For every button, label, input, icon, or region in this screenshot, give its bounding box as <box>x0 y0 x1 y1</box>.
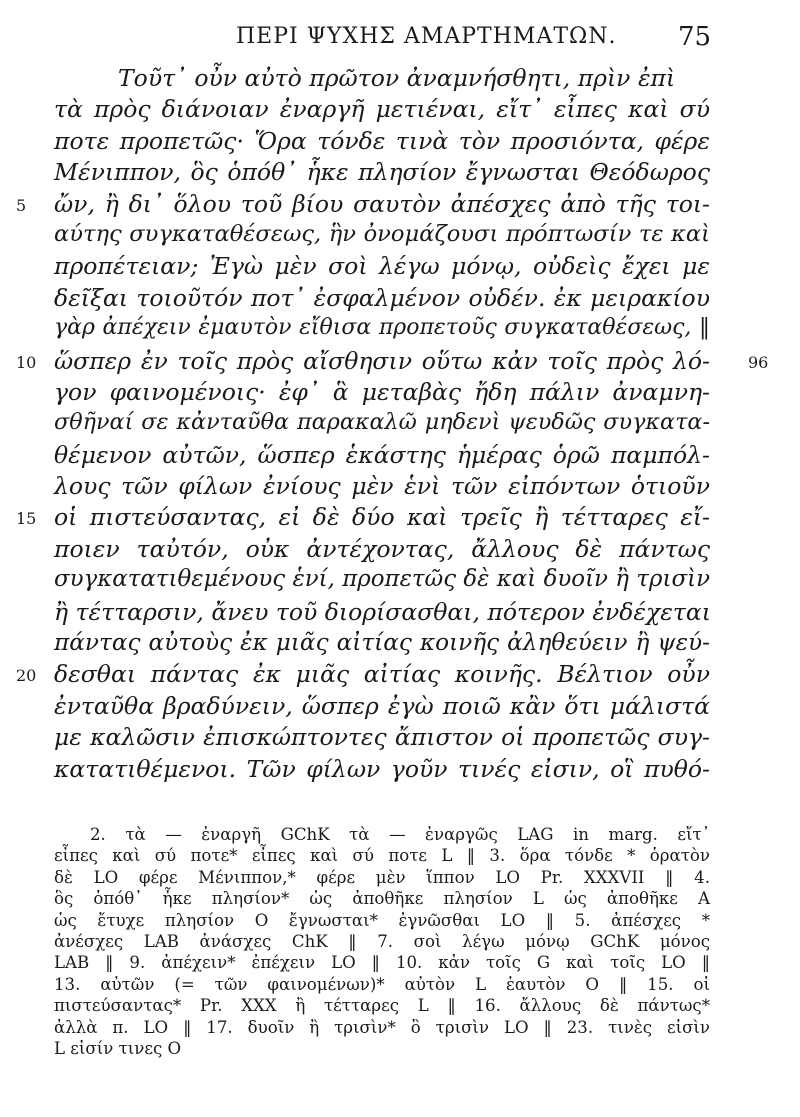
text-line <box>0 658 800 689</box>
text-line <box>0 627 800 658</box>
running-title: ΠΕΡΙ ΨΥΧΗΣ ΑΜΑΡΤΗΜΑΤΩΝ. <box>236 24 617 49</box>
line-text: κατατιθέμενοι. Τῶν φίλων γοῦν τινές εἰσιν, οἳ πυθό- <box>54 754 710 783</box>
line-text: συγκατατιθεμένους ἑνί, προπετῶς δὲ καὶ δυοῖν ἢ τρισὶν <box>54 566 710 593</box>
line-text: θέμενον αὐτῶν, ὥσπερ ἑκάστης ἡμέρας ὁρῶ παμπόλ- <box>54 440 710 469</box>
note-line <box>0 1039 800 1060</box>
text-line <box>0 313 800 344</box>
running-header <box>0 22 800 62</box>
line-text: οἱ πιστεύσαντας, εἰ δὲ δύο καὶ τρεῖς ἢ τέτταρες εἴ- <box>54 503 710 532</box>
text-line <box>0 721 800 752</box>
line-text: ἢ τέτταρσιν, ἄνευ τοῦ διορίσασθαι, πότερον ἐνδέχεται <box>54 597 711 626</box>
note-text: LAB ‖ 9. ἀπέχειν* ἐπέχειν LO ‖ 10. κἀν τοῖς G καὶ τοῖς LO ‖ <box>54 953 710 973</box>
note-text: ἀνέσχες LAB ἀνάσχες ChK ‖ 7. σοὶ λέγω μόνῳ GChK μόνος <box>54 931 710 951</box>
text-line <box>0 690 800 721</box>
line-text: δεῖξαι τοιοῦτόν ποτ᾽ ἐσφαλμένον οὐδέν. ἐκ μειρακίου <box>54 283 710 312</box>
text-line <box>0 125 800 156</box>
text-line <box>0 407 800 438</box>
line-text: Τοῦτ᾽ οὖν αὐτὸ πρῶτον ἀναμνήσθητι, πρὶν ἐπὶ <box>118 64 676 92</box>
note-line <box>0 996 800 1017</box>
note-text: ὡς ἔτυχε πλησίον O ἔγνωσται* ἐγνῶσθαι LO ‖ 5. ἀπέσχες * <box>54 910 710 930</box>
line-text: γὰρ ἀπέχειν ἐμαυτὸν εἴθισα προπετοῦς συγκαταθέσεως, ‖ <box>54 315 710 341</box>
text-line <box>0 564 800 595</box>
line-number: 10 <box>16 352 37 372</box>
main-text-block <box>0 62 800 784</box>
note-line <box>0 846 800 867</box>
line-text: ἐνταῦθα βραδύνειν, ὥσπερ ἐγὼ ποιῶ κἂν ὅτι μάλιστά <box>54 691 710 720</box>
line-text: σθῆναί σε κἀνταῦθα παρακαλῶ μηδενὶ ψευδῶς συγκατα- <box>54 409 710 436</box>
note-text: δὲ LO φέρε Μένιππον,* φέρε μὲν ἵππον LO Pr. XXXVII ‖ 4. <box>54 867 710 887</box>
line-text: αύτης συγκαταθέσεως, ἣν ὀνομάζουσι πρόπτωσίν τε καὶ <box>54 220 710 247</box>
note-line <box>0 932 800 953</box>
note-line <box>0 975 800 996</box>
text-line <box>0 501 800 532</box>
line-text: πάντας αὐτοὺς ἐκ μιᾶς αἰτίας κοινῆς ἀληθεύειν ἢ ψεύ- <box>54 629 710 657</box>
note-line <box>0 911 800 932</box>
text-line <box>0 156 800 187</box>
text-line <box>0 470 800 501</box>
text-line <box>0 596 800 627</box>
note-line <box>0 889 800 910</box>
text-line <box>0 62 800 93</box>
note-line <box>0 868 800 889</box>
text-line <box>0 345 800 376</box>
line-text: λους τῶν φίλων ἐνίους μὲν ἑνὶ τῶν εἰπόντων ὁτιοῦν <box>54 472 710 501</box>
apparatus-criticus <box>0 825 800 1060</box>
line-text: ὤν, ἢ δι᾽ ὅλου τοῦ βίου σαυτὸν ἀπέσχες ἀπὸ τῆς τοι- <box>54 189 710 218</box>
text-line <box>0 439 800 470</box>
note-text: ἀλλὰ π. LO ‖ 17. δυοῖν ἢ τρισὶν* ὃ τρισὶν LO ‖ 23. τινὲς εἰσὶν <box>54 1017 710 1037</box>
text-line <box>0 376 800 407</box>
note-line <box>0 1018 800 1039</box>
note-line <box>0 953 800 974</box>
note-text: 2. τὰ — ἐναργῆ GChK τὰ — ἐναργῶς LAG in marg. εἴτ᾽ <box>90 825 710 844</box>
text-line <box>0 250 800 281</box>
line-number: 5 <box>16 195 27 215</box>
note-text: εἶπες καὶ σύ ποτε* εἶπες καὶ σύ ποτε L ‖ 3. ὅρα τόνδε * ὁρατὸν <box>54 846 710 866</box>
line-text: με καλῶσιν ἐπισκώπτοντες ἄπιστον οἱ προπετῶς συγ- <box>54 723 710 752</box>
line-text: προπέτειαν; Ἐγὼ μὲν σοὶ λέγω μόνῳ, οὐδεὶς ἔχει με <box>54 252 710 281</box>
line-text: ποιεν ταὐτόν, οὐκ ἀντέχοντας, ἄλλους δὲ πάντως <box>54 534 710 563</box>
note-text: 13. αὐτῶν (= τῶν φαινομένων)* αὐτὸν L ἑαυτὸν O ‖ 15. οἱ <box>54 974 710 994</box>
line-text: Μένιππον, ὃς ὁπόθ᾽ ἧκε πλησίον ἔγνωσται Θεόδωρος <box>54 158 710 187</box>
line-text: δεσθαι πάντας ἐκ μιᾶς αἰτίας κοινῆς. Βέλτιον οὖν <box>54 660 710 689</box>
note-text: L εἰσίν τινες O <box>54 1038 182 1058</box>
note-line <box>0 825 800 846</box>
line-text: ποτε προπετῶς· Ὅρα τόνδε τινὰ τὸν προσιόντα, φέρε <box>54 126 710 155</box>
text-line <box>0 533 800 564</box>
line-text: γον φαινομένοις· ἐφ᾽ ἃ μεταβὰς ἤδη πάλιν ἀναμνη- <box>54 377 710 406</box>
line-text: τὰ πρὸς διάνοιαν ἐναργῆ μετιέναι, εἴτ᾽ εἶπες καὶ σύ <box>54 95 710 124</box>
line-text: ὥσπερ ἐν τοῖς πρὸς αἴσθησιν οὕτω κἀν τοῖς πρὸς λό- <box>54 346 710 375</box>
line-number: 20 <box>16 666 37 686</box>
text-line <box>0 282 800 313</box>
note-text: ὃς ὁπόθ᾽ ἧκε πλησίον* ὡς ἀποθῆκε πλησίον L ὡς ἀποθῆκε A <box>54 889 710 909</box>
text-line <box>0 188 800 219</box>
page-number: 75 <box>678 22 712 52</box>
text-line <box>0 219 800 250</box>
text-line <box>0 753 800 784</box>
line-number: 15 <box>16 509 37 529</box>
margin-page-reference: 96 <box>748 352 769 372</box>
text-line <box>0 93 800 124</box>
note-text: πιστεύσαντας* Pr. XXX ἢ τέτταρες L ‖ 16. ἄλλους δὲ πάντως* <box>54 996 710 1016</box>
